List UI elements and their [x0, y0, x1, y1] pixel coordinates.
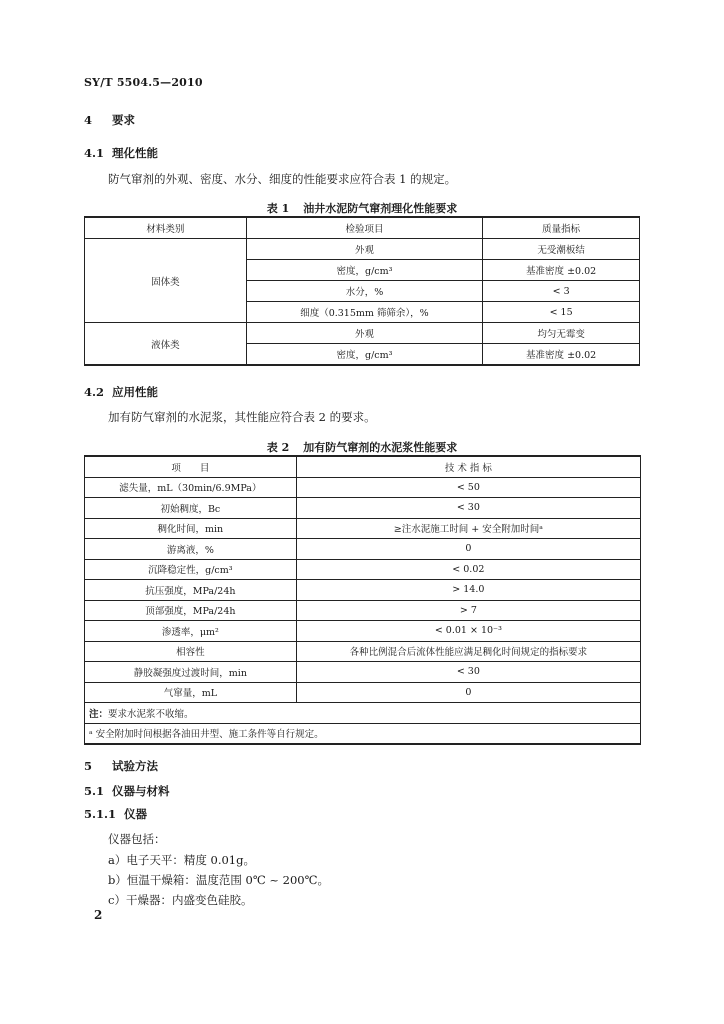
item-cell: 相容性	[85, 641, 297, 662]
list-item: b）恒温干燥箱：温度范围 0℃ ~ 200℃。	[108, 873, 329, 887]
table-row	[85, 600, 641, 621]
note-label: 注：	[89, 708, 109, 720]
value-cell: < 15	[483, 302, 640, 323]
value-cell: > 14.0	[296, 580, 640, 601]
value-cell: 0	[296, 682, 640, 703]
value-cell: 无受潮板结	[483, 239, 640, 260]
table-row	[85, 539, 641, 560]
item-cell: 滤失量，mL（30min/6.9MPa）	[85, 477, 297, 498]
section-5-1-heading	[84, 783, 170, 799]
section-number: 5.1	[84, 784, 105, 798]
section-number: 4	[84, 113, 93, 127]
table1-caption	[0, 200, 724, 216]
table-header-cell: 质量指标	[483, 217, 640, 239]
item-cell: 气窜量，mL	[85, 682, 297, 703]
table1-caption-number: 表 1	[266, 202, 290, 215]
table-header-row	[85, 456, 641, 477]
section-4-2-heading	[84, 384, 158, 400]
item-cell: 密度，g/cm³	[246, 344, 483, 366]
table2-caption	[0, 439, 724, 455]
value-cell: ≥注水泥施工时间 + 安全附加时间ᵃ	[296, 518, 640, 539]
table-row	[85, 323, 640, 344]
section-title: 理化性能	[112, 146, 158, 160]
item-cell: 顶部强度，MPa/24h	[85, 600, 297, 621]
table-row	[85, 498, 641, 519]
table-row	[85, 477, 641, 498]
note-text: 要求水泥浆不收缩。	[108, 708, 194, 720]
item-cell: 渗透率，μm²	[85, 621, 297, 642]
category-cell: 液体类	[85, 323, 247, 366]
table-row	[85, 621, 641, 642]
section-5-heading	[84, 758, 158, 774]
value-cell: < 30	[296, 662, 640, 683]
item-cell: 沉降稳定性，g/cm³	[85, 559, 297, 580]
value-cell: 0	[296, 539, 640, 560]
category-cell: 固体类	[85, 239, 247, 323]
section-4-heading	[84, 112, 135, 128]
table1	[84, 216, 640, 366]
item-cell: 水分，%	[246, 281, 483, 302]
item-cell: 外观	[246, 239, 483, 260]
value-cell: 基准密度 ±0.02	[483, 344, 640, 366]
standard-code: SY/T 5504.5—2010	[84, 76, 203, 89]
item-cell: 初始稠度，Bc	[85, 498, 297, 519]
section-title: 要求	[112, 113, 135, 127]
item-cell: 稠化时间，min	[85, 518, 297, 539]
table-note	[85, 703, 641, 724]
table-header-cell: 检验项目	[246, 217, 483, 239]
table2-caption-number: 表 2	[266, 441, 290, 454]
table1-caption-title: 油井水泥防气窜剂理化性能要求	[303, 202, 458, 215]
table-note-row	[85, 703, 641, 724]
table-row	[85, 580, 641, 601]
table-row	[85, 662, 641, 683]
section-4-2-text: 加有防气窜剂的水泥浆，其性能应符合表 2 的要求。	[108, 410, 376, 424]
value-cell: 各种比例混合后流体性能应满足稠化时间规定的指标要求	[296, 641, 640, 662]
value-cell: < 30	[296, 498, 640, 519]
value-cell: < 0.01 × 10⁻³	[296, 621, 640, 642]
value-cell: 均匀无霉变	[483, 323, 640, 344]
section-5-1-1-heading	[84, 806, 147, 822]
section-number: 4.2	[84, 385, 105, 399]
item-cell: 静胶凝强度过渡时间，min	[85, 662, 297, 683]
section-title: 试验方法	[112, 759, 158, 773]
section-title: 仪器	[124, 807, 147, 821]
section-number: 5.1.1	[84, 807, 117, 821]
table-header-row	[85, 217, 640, 239]
page-number: 2	[94, 908, 103, 922]
table-header-cell: 材料类别	[85, 217, 247, 239]
section-title: 应用性能	[112, 385, 158, 399]
list-item: c）干燥器：内盛变色硅胶。	[108, 893, 253, 907]
list-item: a）电子天平：精度 0.01g。	[108, 853, 255, 867]
section-number: 5	[84, 759, 93, 773]
value-cell: < 0.02	[296, 559, 640, 580]
table2	[84, 455, 641, 745]
table-header-cell: 技 术 指 标	[296, 456, 640, 477]
item-cell: 游离液，%	[85, 539, 297, 560]
item-cell: 密度，g/cm³	[246, 260, 483, 281]
table-row	[85, 682, 641, 703]
table-footnote: ᵃ 安全附加时间根据各油田井型、施工条件等自行规定。	[85, 723, 641, 744]
table2-caption-title: 加有防气窜剂的水泥浆性能要求	[303, 441, 458, 454]
section-4-1-heading	[84, 145, 158, 161]
table-row	[85, 518, 641, 539]
section-number: 4.1	[84, 146, 105, 160]
table-row	[85, 641, 641, 662]
value-cell: < 50	[296, 477, 640, 498]
section-4-1-text: 防气窜剂的外观、密度、水分、细度的性能要求应符合表 1 的规定。	[108, 172, 457, 186]
item-cell: 细度（0.315mm 筛筛余），%	[246, 302, 483, 323]
table-header-cell: 项 目	[85, 456, 297, 477]
item-cell: 外观	[246, 323, 483, 344]
table-row	[85, 239, 640, 260]
section-title: 仪器与材料	[112, 784, 170, 798]
value-cell: < 3	[483, 281, 640, 302]
table-footnote-row	[85, 723, 641, 744]
item-cell: 抗压强度，MPa/24h	[85, 580, 297, 601]
table-row	[85, 559, 641, 580]
instruments-intro: 仪器包括：	[108, 832, 166, 846]
value-cell: > 7	[296, 600, 640, 621]
value-cell: 基准密度 ±0.02	[483, 260, 640, 281]
